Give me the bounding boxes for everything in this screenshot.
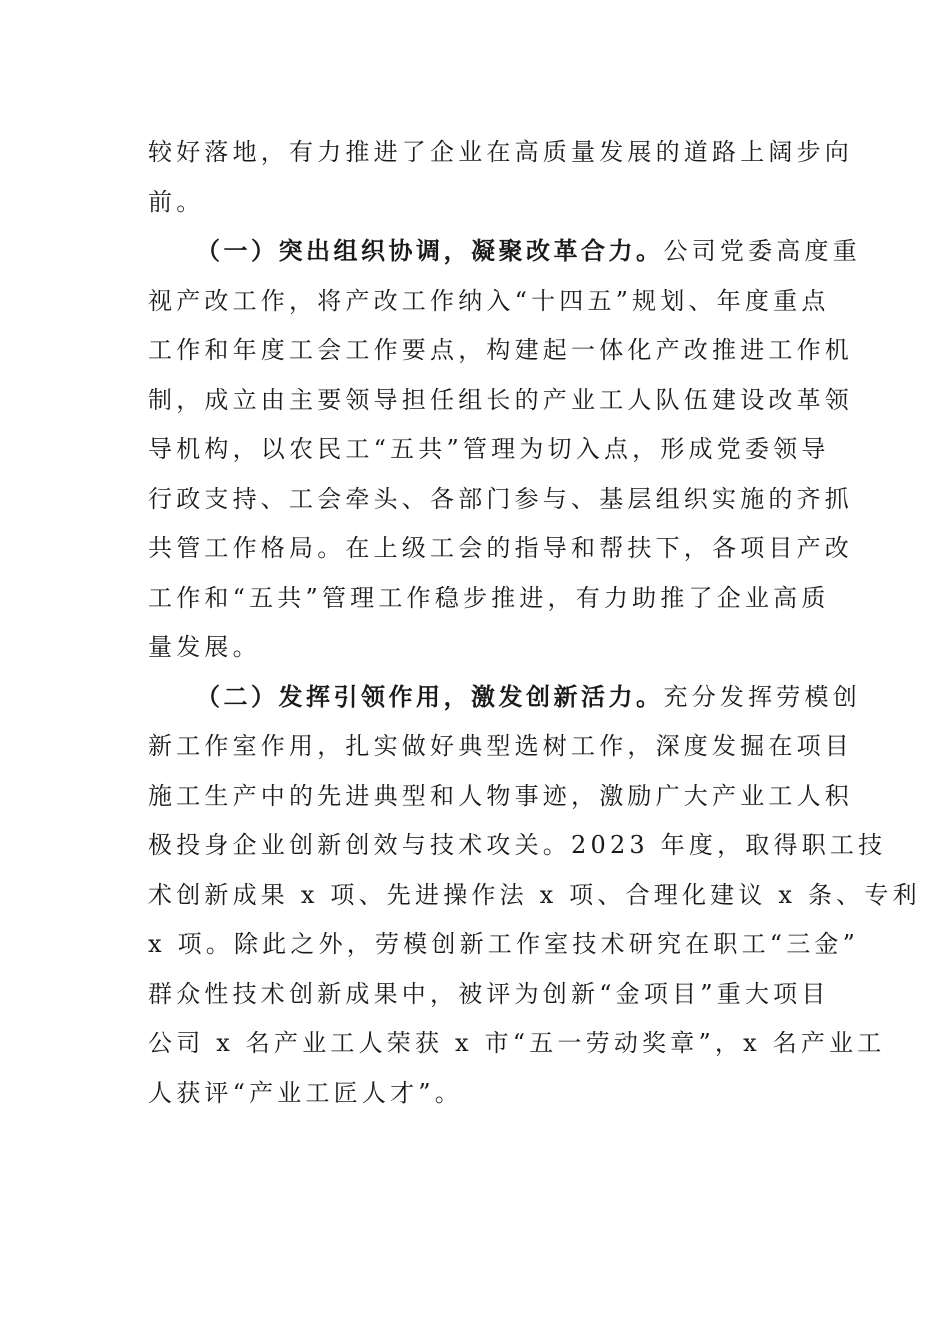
text-line: 导机构，以农民工“五共”管理为切入点，形成党委领导 (148, 435, 830, 463)
text-line: 人获评“产业工匠人才”。 (148, 1078, 463, 1107)
text-line: 工作和“五共”管理工作稳步推进，有力助推了企业高质 (148, 583, 830, 612)
section-2-heading: （二）发挥引领作用，激发创新活力。 (196, 682, 664, 711)
text-line: 共管工作格局。在上级工会的指导和帮扶下，各项目产改 (148, 534, 853, 562)
text-line: 术创新成果 x 项、先进操作法 x 项、合理化建议 x 条、专利 (148, 880, 921, 909)
text-line: x 项。除此之外，劳模创新工作室技术研究在职工“三金” (148, 930, 860, 958)
text-line: 视产改工作，将产改工作纳入“十四五”规划、年度重点 (148, 286, 830, 315)
text-line: 前。 (148, 187, 205, 216)
text-line: 行政支持、工会牵头、各部门参与、基层组织实施的齐抓 (148, 484, 853, 513)
document-body (148, 128, 921, 1118)
text-line: 群众性技术创新成果中，被评为创新“金项目”重大项目 (148, 979, 830, 1008)
text-line: 较好落地，有力推进了企业在高质量发展的道路上阔步向 (148, 138, 853, 166)
text-line: 公司 x 名产业工人荣获 x 市“五一劳动奖章”，x 名产业工 (148, 1029, 886, 1057)
text-line: 量发展。 (148, 633, 261, 661)
section-1-first-line (148, 227, 861, 277)
text-line: 极投身企业创新创效与技术攻关。2023 年度，取得职工技 (148, 831, 887, 859)
section-1-heading: （一）突出组织协调，凝聚改革合力。 (196, 237, 664, 265)
text-line: 工作和年度工会工作要点，构建起一体化产改推进工作机 (148, 336, 853, 364)
text-line: 施工生产中的先进典型和人物事迹，激励广大产业工人积 (148, 781, 853, 810)
section-2-lead: 充分发挥劳模创 (663, 682, 861, 711)
section-2-first-line (148, 673, 861, 723)
text-line: 制，成立由主要领导担任组长的产业工人队伍建设改革领 (148, 385, 853, 414)
text-line: 新工作室作用，扎实做好典型选树工作，深度发掘在项目 (148, 732, 853, 760)
section-1-lead: 公司党委高度重 (663, 237, 861, 265)
